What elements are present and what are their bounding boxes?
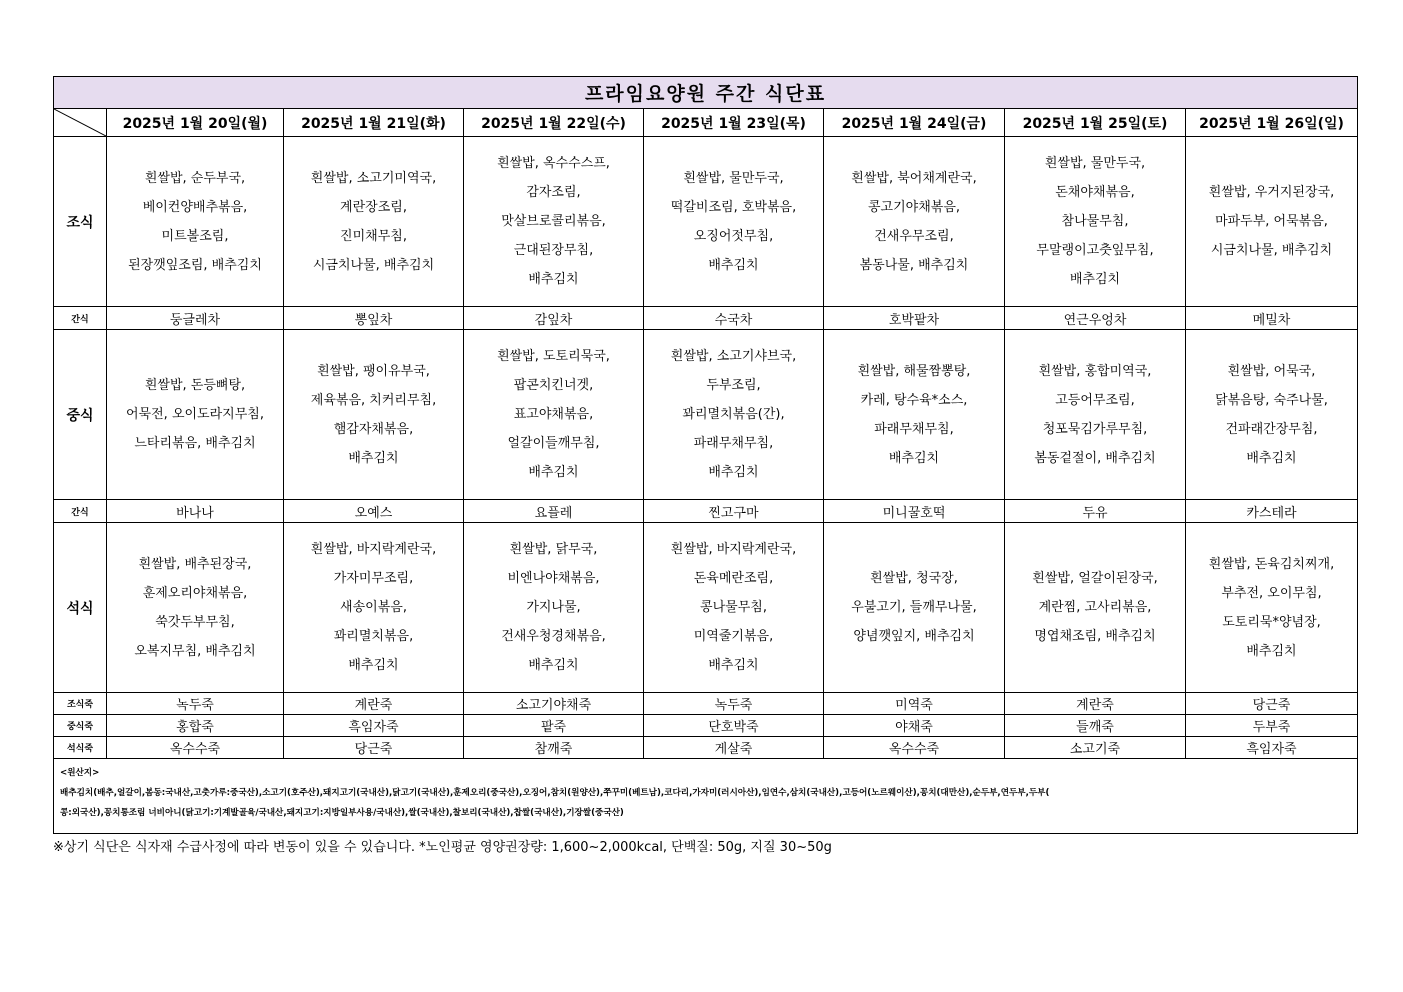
snack-cell: 연근우엉차 [1005,307,1186,330]
menu-item: 배추김치 [708,257,759,273]
menu-item: 배추김치 [1246,450,1297,466]
menu-item: 흰쌀밥, 얼갈이된장국, [1032,571,1158,586]
porridge-cell: 단호박죽 [644,715,824,737]
menu-item: 청포묵김가루무침, [1042,421,1148,437]
porridge-cell: 녹두죽 [107,693,284,715]
dinner-cell [644,523,824,693]
snack-am-row [54,307,1358,330]
menu-item: 얼갈이들깨무침, [507,436,600,451]
menu-item: 배추김치 [1246,643,1297,659]
menu-item: 표고야채볶음, [513,407,594,422]
menu-item: 부추전, 오이무침, [1221,585,1322,601]
porridge-cell: 옥수수죽 [824,737,1005,759]
origin-title: <원산지> [60,768,100,778]
snack-cell: 찐고구마 [644,500,824,523]
lunch-cell [107,330,284,500]
menu-item: 된장깻잎조림, 배추김치 [128,257,262,273]
menu-item: 시금치나물, 배추김치 [312,257,435,273]
porridge-cell: 흑임자죽 [1186,737,1358,759]
porridge-cell: 야채죽 [824,715,1005,737]
diagonal-line [54,109,106,136]
menu-item: 맛살브로콜리볶음, [501,214,606,229]
menu-item: 배추김치 [348,450,399,466]
dinner-cell [1005,523,1186,693]
menu-item: 두부조림, [706,378,761,393]
menu-item: 고등어무조림, [1055,392,1135,408]
menu-item: 배추김치 [528,465,579,480]
porridge-breakfast-row [54,693,1358,715]
menu-item: 근대된장무침, [513,243,594,258]
lunch-cell [284,330,464,500]
lunch-cell [1005,330,1186,500]
snack-cell: 감잎차 [464,307,644,330]
menu-item: 햄감자채볶음, [333,421,414,437]
weekly-menu-table [53,76,1358,834]
date-header: 2025년 1월 25일(토) [1005,109,1186,137]
menu-item: 흰쌀밥, 돈등뼈탕, [144,378,246,393]
porridge-label: 중식죽 [54,715,107,737]
menu-item: 닭볶음탕, 숙주나물, [1215,392,1328,408]
breakfast-cell [464,137,644,307]
dinner-cell [824,523,1005,693]
menu-item: 떡갈비조림, 호박볶음, [670,199,797,215]
porridge-cell: 당근죽 [284,737,464,759]
menu-item: 진미채무침, [340,228,407,244]
dinner-label: 석식 [54,523,107,693]
menu-item: 꽈리멸치볶음(간), [682,407,785,422]
date-header: 2025년 1월 21일(화) [284,109,464,137]
date-header: 2025년 1월 22일(수) [464,109,644,137]
porridge-cell: 들깨죽 [1005,715,1186,737]
menu-item: 콩고기야채볶음, [867,199,961,215]
menu-item: 배추김치 [348,658,399,673]
snack-cell: 수국차 [644,307,824,330]
porridge-cell: 옥수수죽 [107,737,284,759]
lunch-cell [824,330,1005,500]
menu-item: 돈채야채볶음, [1055,185,1135,200]
menu-item: 어묵전, 오이도라지무침, [126,407,264,422]
menu-item: 느타리볶음, 배추김치 [134,436,256,451]
menu-item: 봄동겉절이, 배추김치 [1034,450,1156,466]
porridge-cell: 두부죽 [1186,715,1358,737]
snack-cell: 호박팥차 [824,307,1005,330]
porridge-lunch-row [54,715,1358,737]
dinner-cell [107,523,284,693]
menu-item: 참나물무침, [1061,214,1129,229]
breakfast-cell [1005,137,1186,307]
breakfast-row [54,137,1358,307]
menu-item: 건파래간장무침, [1225,421,1318,437]
menu-item: 제육볶음, 치커리무침, [310,392,437,408]
menu-item: 새송이볶음, [340,600,407,615]
porridge-cell: 계란죽 [284,693,464,715]
menu-item: 배추김치 [1069,272,1121,287]
menu-item: 가자미무조림, [333,571,414,586]
porridge-label: 석식죽 [54,737,107,759]
origin-info [54,759,1358,834]
menu-item: 카레, 탕수육*소스, [860,392,968,408]
lunch-cell [464,330,644,500]
snack-cell: 뽕잎차 [284,307,464,330]
snack-cell: 요플레 [464,500,644,523]
menu-item: 흰쌀밥, 우거지된장국, [1208,185,1335,200]
menu-item: 흰쌀밥, 닭무국, [509,542,598,557]
menu-item: 흰쌀밥, 옥수수스프, [497,156,610,171]
menu-item: 건새우무조림, [874,228,954,244]
dinner-row [54,523,1358,693]
menu-item: 흰쌀밥, 팽이유부국, [317,363,430,379]
menu-item: 배추김치 [888,450,940,466]
menu-item: 도토리묵*양념장, [1222,614,1321,630]
menu-item: 가지나물, [526,600,581,615]
snack-cell: 바나나 [107,500,284,523]
snack-cell: 오예스 [284,500,464,523]
breakfast-cell [824,137,1005,307]
snack-cell: 메밀차 [1186,307,1358,330]
menu-item: 우불고기, 들깨무나물, [851,600,977,615]
snack-cell: 미니꿀호떡 [824,500,1005,523]
menu-item: 비엔나야채볶음, [507,571,600,586]
date-header-row [54,109,1358,137]
menu-item: 감자조림, [526,185,581,200]
menu-item: 팝콘치킨너겟, [513,378,594,393]
menu-item: 배추김치 [708,658,759,673]
porridge-cell: 당근죽 [1186,693,1358,715]
porridge-cell: 게살죽 [644,737,824,759]
corner-cell [54,109,107,137]
menu-item: 파래무채무침, [874,421,954,437]
breakfast-label: 조식 [54,137,107,307]
menu-item: 배추김치 [708,465,759,480]
menu-item: 흰쌀밥, 물만두국, [683,170,784,186]
menu-item: 미역줄기볶음, [693,629,774,644]
menu-item: 콩나물무침, [700,600,767,615]
snack-label: 간식 [54,500,107,523]
porridge-cell: 녹두죽 [644,693,824,715]
menu-item: 흰쌀밥, 순두부국, [144,170,246,186]
menu-item: 흰쌀밥, 소고기미역국, [310,170,437,186]
menu-item: 배추김치 [528,272,579,287]
date-header: 2025년 1월 20일(월) [107,109,284,137]
porridge-cell: 참깨죽 [464,737,644,759]
menu-item: 흰쌀밥, 청국장, [870,571,958,586]
menu-item: 흰쌀밥, 물만두국, [1044,156,1146,171]
menu-item: 명엽채조림, 배추김치 [1034,629,1156,644]
dinner-cell [1186,523,1358,693]
menu-item: 흰쌀밥, 북어채계란국, [851,170,977,186]
snack-cell: 둥글레차 [107,307,284,330]
date-header: 2025년 1월 24일(금) [824,109,1005,137]
porridge-cell: 홍합죽 [107,715,284,737]
lunch-row [54,330,1358,500]
menu-item: 오복지무침, 배추김치 [134,643,256,659]
porridge-cell: 계란죽 [1005,693,1186,715]
menu-item: 흰쌀밥, 돈육김치찌개, [1208,556,1335,572]
snack-cell: 카스테라 [1186,500,1358,523]
porridge-cell: 팥죽 [464,715,644,737]
menu-item: 흰쌀밥, 바지락계란국, [310,542,437,557]
menu-item: 쑥갓두부무침, [155,614,235,630]
menu-item: 흰쌀밥, 배추된장국, [138,556,252,572]
porridge-dinner-row [54,737,1358,759]
origin-line: 배추김치(배추,얼갈이,봄동:국내산,고춧가루:중국산),소고기(호주산),돼지고기(국내산),닭고기(국내산),훈제오리(중국산),오징어,참치(원양산),쭈꾸미(베트남),코다리,가자미(러시아산),임연수,삼치(국내산),고등어(노르웨이산),꽁치(대만산),순두부,연두부,두부( [60,788,1050,798]
menu-item: 미트볼조림, [161,228,229,244]
menu-item: 흰쌀밥, 홍합미역국, [1038,363,1152,379]
snack-pm-row [54,500,1358,523]
menu-item: 흰쌀밥, 어묵국, [1227,363,1316,379]
lunch-label: 중식 [54,330,107,500]
menu-item: 계란장조림, [340,199,407,215]
breakfast-cell [1186,137,1358,307]
menu-item: 마파두부, 어묵볶음, [1215,214,1328,229]
menu-item: 돈육메란조림, [693,571,774,586]
menu-item: 베이컨양배추볶음, [142,199,248,215]
menu-item: 배추김치 [528,658,579,673]
menu-item: 꽈리멸치볶음, [333,629,414,644]
dinner-cell [284,523,464,693]
menu-item: 양념깻잎지, 배추김치 [853,629,975,644]
lunch-cell [1186,330,1358,500]
porridge-cell: 소고기죽 [1005,737,1186,759]
lunch-cell [644,330,824,500]
menu-title: 프라임요양원 주간 식단표 [54,77,1358,109]
snack-cell: 두유 [1005,500,1186,523]
footer-note: ※상기 식단은 식자재 수급사정에 따라 변동이 있을 수 있습니다. *노인평균 영양권장량: 1,600~2,000kcal, 단백질: 50g, 지질 30~50g [53,840,832,855]
menu-item: 흰쌀밥, 도토리묵국, [497,349,610,364]
menu-item: 훈제오리야채볶음, [142,585,248,601]
menu-item: 파래무채무침, [693,436,774,451]
menu-item: 봄동나물, 배추김치 [859,257,969,273]
porridge-cell: 흑임자죽 [284,715,464,737]
dinner-cell [464,523,644,693]
menu-item: 흰쌀밥, 바지락계란국, [670,542,797,557]
origin-line: 콩:외국산),꽁치통조림 너비아니(닭고기:기계발골육/국내산,돼지고기:지방일부사용/국내산),쌀(국내산),찰보리(국내산),찹쌀(국내산),기장쌀(중국산) [60,808,624,818]
breakfast-cell [284,137,464,307]
breakfast-cell [107,137,284,307]
date-header: 2025년 1월 23일(목) [644,109,824,137]
menu-item: 건새우청경채볶음, [501,629,606,644]
porridge-label: 조식죽 [54,693,107,715]
porridge-cell: 미역죽 [824,693,1005,715]
menu-item: 무말랭이고춧잎무침, [1036,243,1154,258]
menu-item: 시금치나물, 배추김치 [1210,243,1333,258]
menu-item: 흰쌀밥, 해물짬뽕탕, [857,363,971,379]
origin-row [54,759,1358,834]
porridge-cell: 소고기야채죽 [464,693,644,715]
snack-label: 간식 [54,307,107,330]
menu-item: 오징어젓무침, [693,228,774,244]
menu-item: 흰쌀밥, 소고기샤브국, [670,349,797,364]
date-header: 2025년 1월 26일(일) [1186,109,1358,137]
menu-item: 계란찜, 고사리볶음, [1038,600,1152,615]
breakfast-cell [644,137,824,307]
